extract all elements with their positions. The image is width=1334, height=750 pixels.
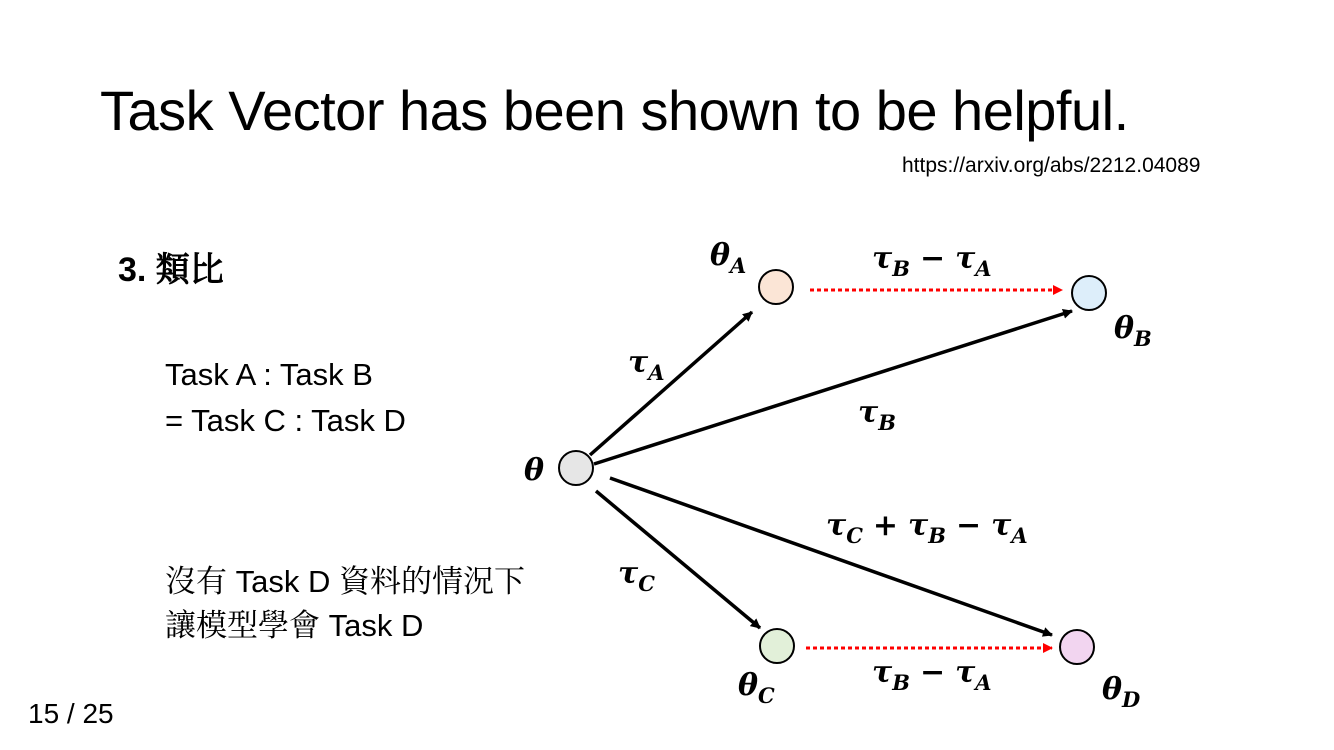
analogy-line-2: = Task C : Task D xyxy=(165,403,406,438)
node-theta-d xyxy=(1060,630,1094,664)
label-theta-b: $\theta_B$ xyxy=(1114,311,1152,351)
node-theta-b xyxy=(1072,276,1106,310)
arrow-tau-a xyxy=(590,312,752,455)
node-theta xyxy=(559,451,593,485)
note-line-1: 沒有 Task D 資料的情況下 xyxy=(165,564,525,599)
reference-link[interactable]: https://arxiv.org/abs/2212.04089 xyxy=(902,154,1201,177)
note-line-2: 讓模型學會 Task D xyxy=(165,608,424,643)
label-theta-c: $\theta_C$ xyxy=(738,668,775,708)
label-theta-a: $\theta_A$ xyxy=(710,238,747,278)
page-number: 15 / 25 xyxy=(28,698,114,729)
label-diff-bottom: $\tau_B - \tau_A$ xyxy=(872,655,992,695)
node-theta-a xyxy=(759,270,793,304)
label-theta-d: $\theta_D$ xyxy=(1102,672,1141,712)
label-tau-a: $\tau_A$ xyxy=(628,345,665,385)
label-theta: θ xyxy=(524,453,545,488)
analogy-line-1: Task A : Task B xyxy=(165,357,373,392)
node-theta-c xyxy=(760,629,794,663)
slide-title: Task Vector has been shown to be helpful. xyxy=(100,79,1129,142)
label-combo: $\tau_C + \tau_B - \tau_A$ xyxy=(826,508,1028,548)
label-tau-c: $\tau_C$ xyxy=(618,556,655,596)
label-tau-b: $\tau_B$ xyxy=(858,395,896,435)
label-diff-top: $\tau_B - \tau_A$ xyxy=(872,241,992,281)
section-heading: 3. 類比 xyxy=(118,251,224,289)
